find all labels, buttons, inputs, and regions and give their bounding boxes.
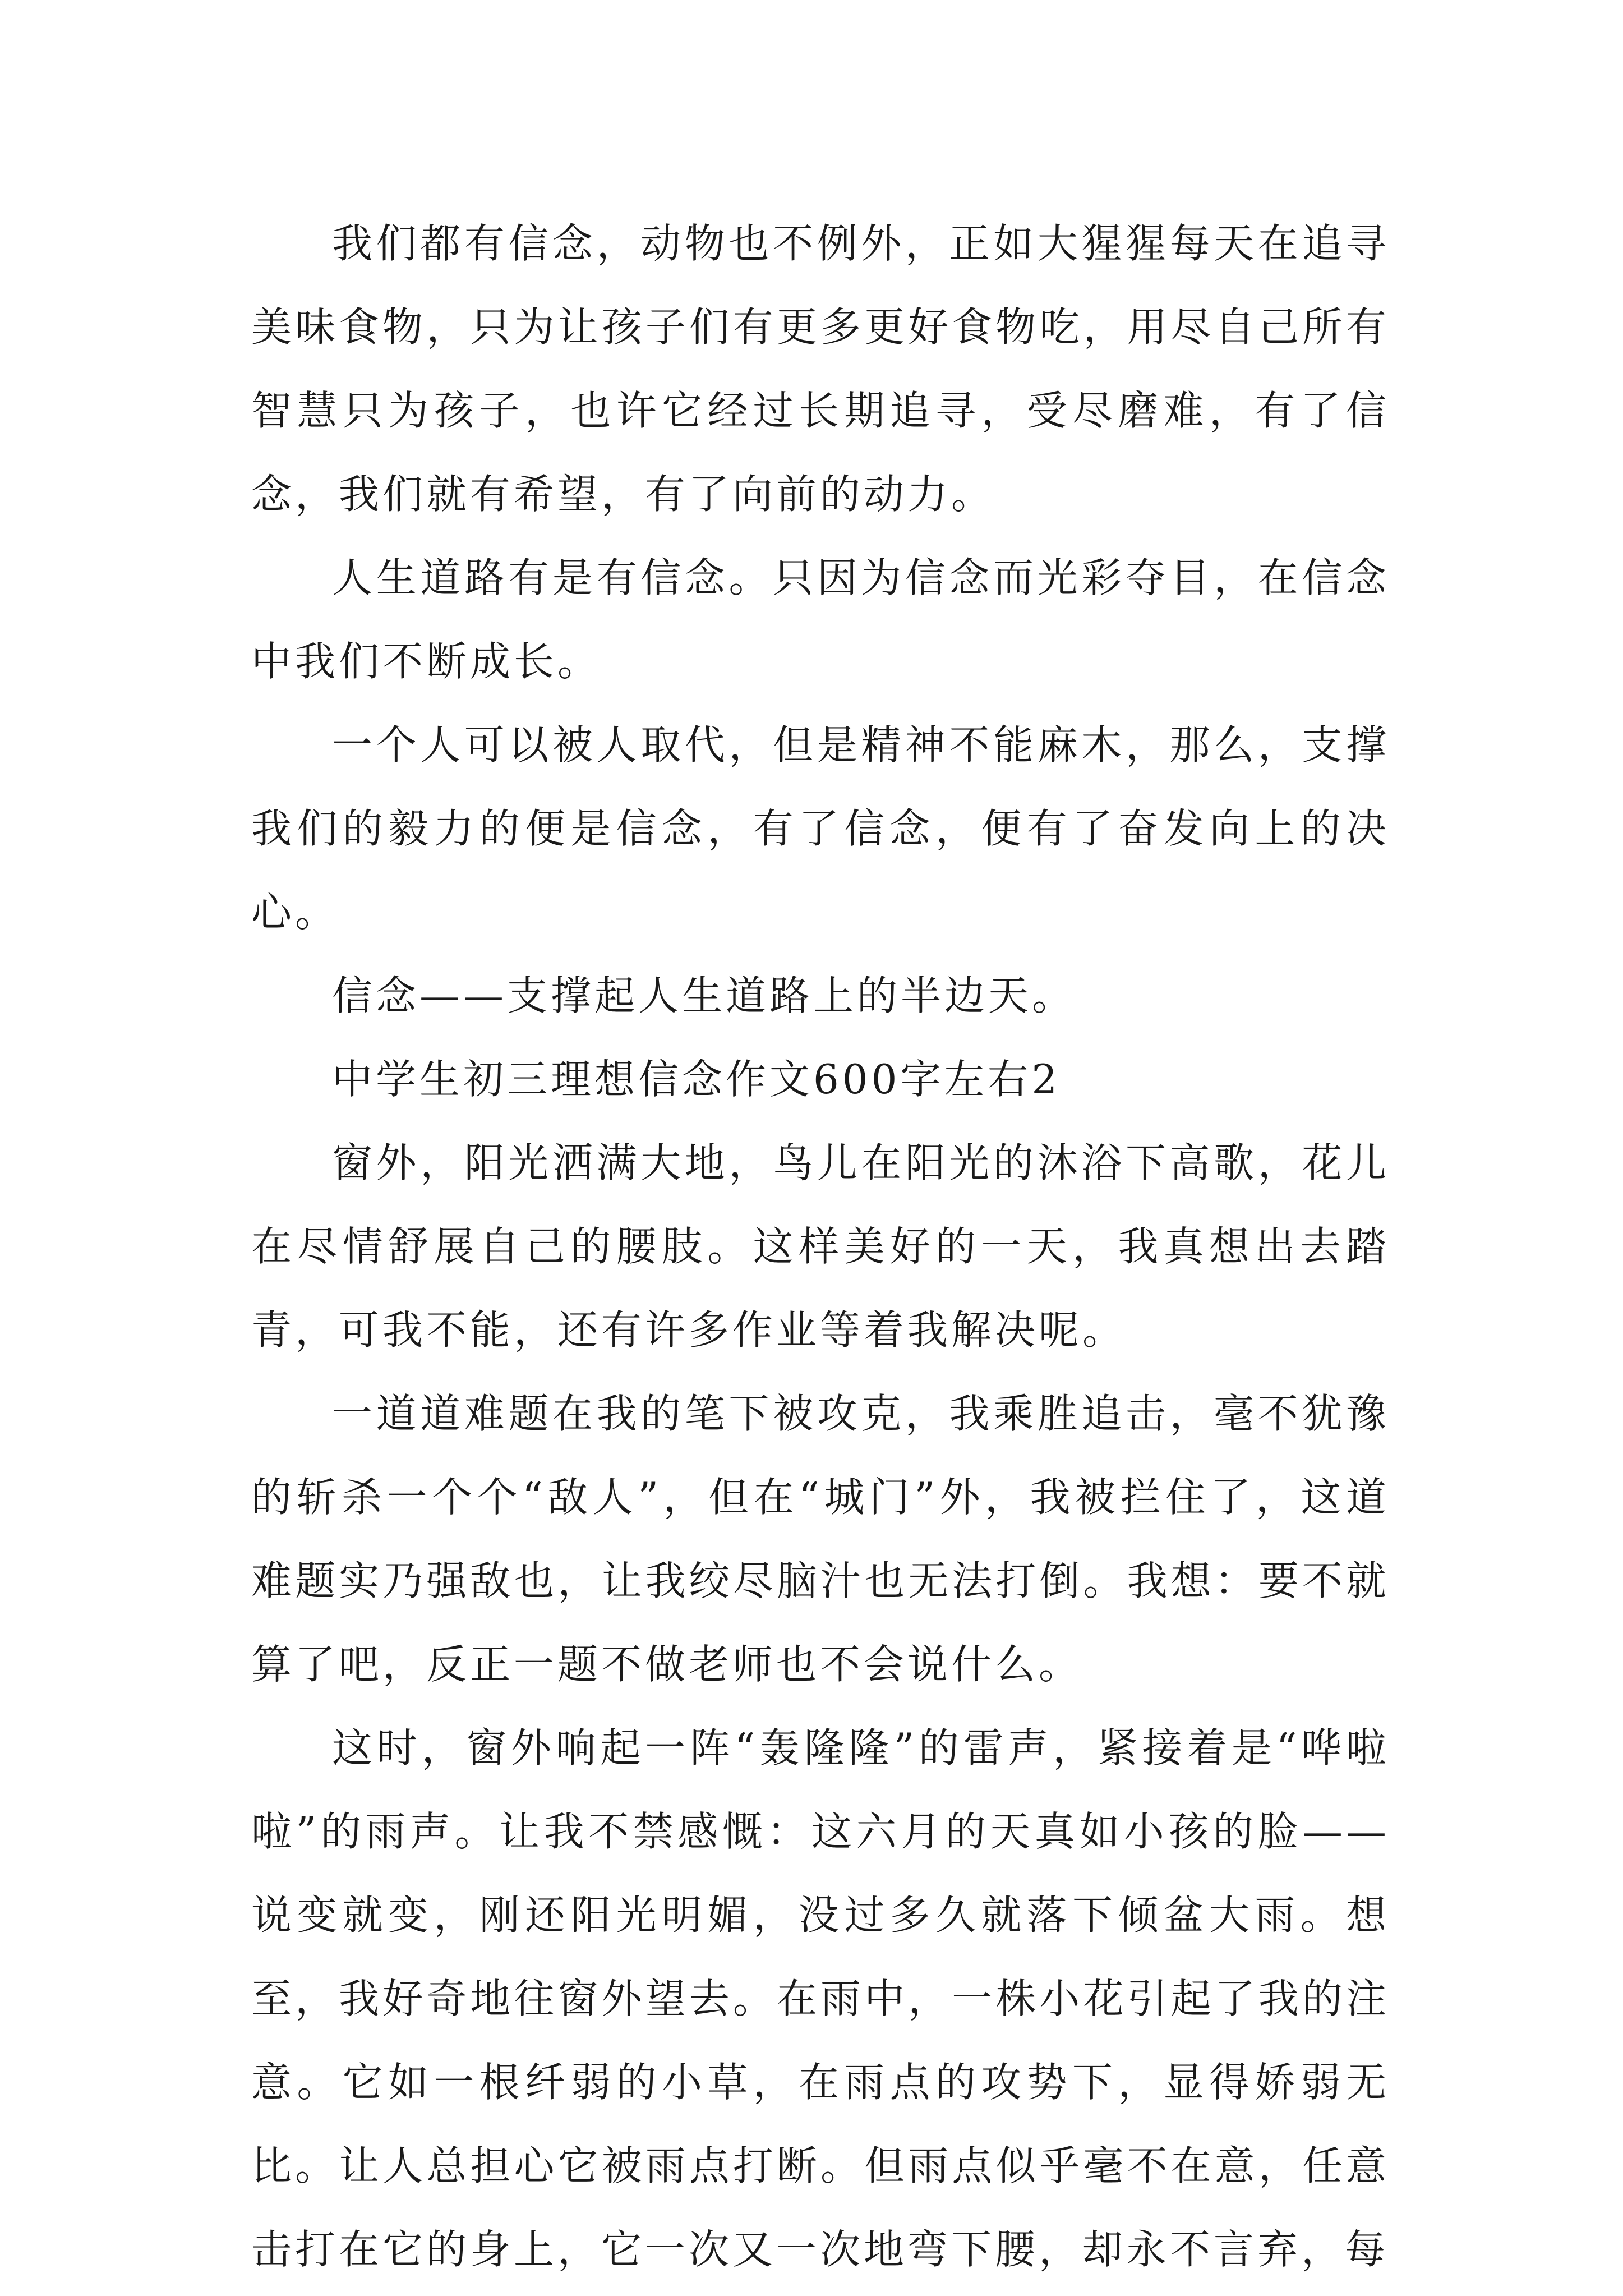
paragraph-1: 我们都有信念，动物也不例外，正如大猩猩每天在追寻美味食物，只为让孩子们有更多更好食物吃，用尽自己所有智慧只为孩子，也许它经过长期追寻，受尽磨难，有了信念，我们就有希望，有了向前的动力。 [251,220,1390,518]
paragraph-5: 窗外，阳光洒满大地，鸟儿在阳光的沐浴下高歌，花儿在尽情舒展自己的腰肢。这样美好的一天，我真想出去踏青，可我不能，还有许多作业等着我解决呢。 [251,1139,1390,1354]
section-heading: 中学生初三理想信念作文600字左右2 [332,1056,1061,1103]
paragraph-4: 信念——支撑起人生道路上的半边天。 [332,972,1076,1019]
paragraph-2: 人生道路有是有信念。只因为信念而光彩夺目，在信念中我们不断成长。 [251,554,1390,685]
article-body [251,202,1390,2292]
paragraph-3: 一个人可以被人取代，但是精神不能麻木，那么，支撑我们的毅力的便是信念，有了信念，便有了奋发向上的决心。 [251,721,1390,936]
paragraph-6: 一道道难题在我的笔下被攻克，我乘胜追击，毫不犹豫的斩杀一个个“敌人”，但在“城门”外，我被拦住了，这道难题实乃强敌也，让我绞尽脑汁也无法打倒。我想：要不就算了吧，反正一题不做老师也不会说什么。 [251,1390,1390,1688]
paragraph-7: 这时，窗外响起一阵“轰隆隆”的雷声，紧接着是“哗啦啦”的雨声。让我不禁感慨：这六月的天真如小孩的脸——说变就变，刚还阳光明媚，没过多久就落下倾盆大雨。想至，我好奇地往窗外望去。在雨中，一株小花引起了我的注意。它如一根纤弱的小草，在雨点的攻势下，显得娇弱无比。让人总担心它被雨点打断。但雨点似乎毫不在意，任意击打在它的身上，它一次又一次地弯下腰，却永不言弃，每 [251,1724,1390,2273]
